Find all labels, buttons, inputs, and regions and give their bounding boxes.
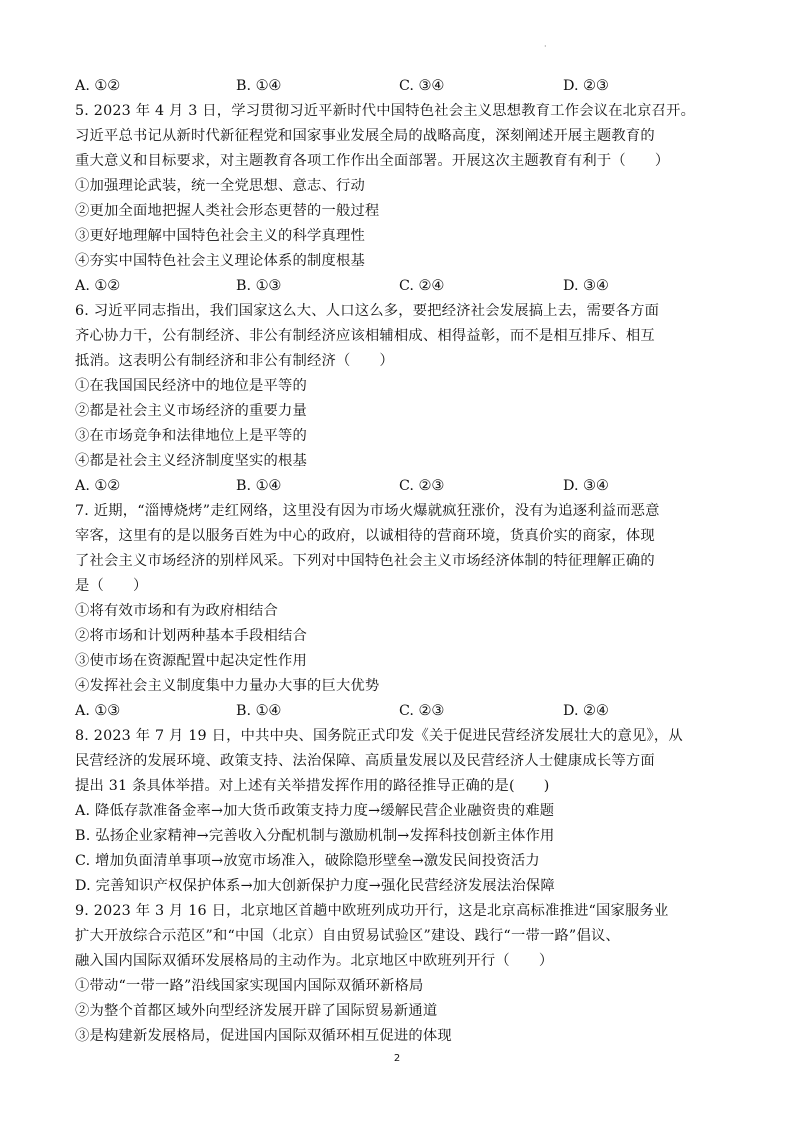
- option-c: C. ②③: [399, 478, 445, 494]
- statement-4: ④夯实中国特色社会主义理论体系的制度根基: [75, 253, 365, 269]
- statement-1: ①将有效市场和有为政府相结合: [75, 603, 278, 619]
- option-d: D. ③④: [563, 278, 609, 294]
- question-stem: 是（ ）: [75, 578, 148, 594]
- statement-3: ③使市场在资源配置中起决定性作用: [75, 653, 307, 669]
- question-stem: 了社会主义市场经济的别样风采。下列对中国特色社会主义市场经济体制的特征理解正确的: [75, 553, 655, 569]
- option-a: A. 降低存款准备金率→加大货币政策支持力度→缓解民营企业融资贵的难题: [75, 803, 555, 819]
- question-stem: 9. 2023 年 3 月 16 日，北京地区首趟中欧班列成功开行，这是北京高标准推进“国家服务业: [75, 903, 669, 919]
- option-d: D. 完善知识产权保护体系→加大创新保护力度→强化民营经济发展法治保障: [75, 878, 555, 894]
- statement-2: ②将市场和计划两种基本手段相结合: [75, 628, 307, 644]
- question-9: [75, 899, 725, 1049]
- statement-1: ①带动“一带一路”沿线国家实现国内国际双循环新格局: [75, 978, 424, 994]
- statement-3: ③在市场竞争和法律地位上是平等的: [75, 428, 307, 444]
- question-stem: 扩大开放综合示范区”和“中国（北京）自由贸易试验区”建设、践行“一带一路”倡议、: [75, 928, 620, 944]
- q4-options: [75, 74, 725, 99]
- question-stem: 5. 2023 年 4 月 3 日，学习贯彻习近平新时代中国特色社会主义思想教育工作会议在北京召开。: [75, 103, 696, 119]
- option-d: D. ③④: [563, 478, 609, 494]
- option-c: C. ②③: [399, 703, 445, 719]
- statement-1: ①在我国国民经济中的地位是平等的: [75, 378, 307, 394]
- option-b: B. ①④: [236, 703, 282, 719]
- q5-options: [75, 274, 725, 299]
- question-stem: 6. 习近平同志指出，我们国家这么大、人口这么多，要把经济社会发展搞上去，需要各方面: [75, 303, 660, 319]
- question-stem: 融入国内国际双循环发展格局的主动作为。北京地区中欧班列开行（ ）: [75, 953, 554, 969]
- question-stem: 8. 2023 年 7 月 19 日，中共中央、国务院正式印发《关于促进民营经济发展壮大的意见》，从: [75, 728, 683, 744]
- statement-3: ③是构建新发展格局，促进国内国际双循环相互促进的体现: [75, 1028, 452, 1044]
- option-a: A. ①②: [75, 78, 121, 94]
- question-5: [75, 99, 725, 299]
- statement-2: ②都是社会主义市场经济的重要力量: [75, 403, 307, 419]
- question-stem: 民营经济的发展环境、政策支持、法治保障、高质量发展以及民营经济人士健康成长等方面: [75, 753, 655, 769]
- option-a: A. ①③: [75, 703, 121, 719]
- question-stem: 齐心协力干，公有制经济、非公有制经济应该相辅相成、相得益彰，而不是相互排斥、相互: [75, 328, 655, 344]
- question-stem: 提出 31 条具体举措。对上述有关举措发挥作用的路径推导正确的是( ): [75, 778, 550, 794]
- statement-2: ②为整个首都区域外向型经济发展开辟了国际贸易新通道: [75, 1003, 438, 1019]
- option-b: B. ①③: [236, 278, 282, 294]
- question-stem: 习近平总书记从新时代新征程党和国家事业发展全局的战略高度，深刻阐述开展主题教育的: [75, 128, 655, 144]
- option-b: B. ①④: [236, 478, 282, 494]
- header-mark: ·: [544, 42, 547, 51]
- option-a: A. ①②: [75, 478, 121, 494]
- page-content: [75, 74, 725, 1049]
- option-a: A. ①②: [75, 278, 121, 294]
- statement-3: ③更好地理解中国特色社会主义的科学真理性: [75, 228, 365, 244]
- statement-1: ①加强理论武装，统一全党思想、意志、行动: [75, 178, 365, 194]
- page-number: 2: [393, 1053, 401, 1064]
- question-stem: 重大意义和目标要求，对主题教育各项工作作出全面部署。开展这次主题教育有利于（ ）: [75, 153, 670, 169]
- question-stem: 宰客，这里有的是以服务百姓为中心的政府，以诚相待的营商环境，货真价实的商家，体现: [75, 528, 655, 544]
- option-c: C. 增加负面清单事项→放宽市场准入，破除隐形壁垒→激发民间投资活力: [75, 853, 540, 869]
- question-stem: 7. 近期，“淄博烧烤”走红网络，这里没有因为市场火爆就疯狂涨价，没有为追逐利益而恶意: [75, 503, 660, 519]
- question-7: [75, 499, 725, 724]
- q7-options: [75, 699, 725, 724]
- question-6: [75, 299, 725, 499]
- question-stem: 抵消。这表明公有制经济和非公有制经济（ ）: [75, 353, 394, 369]
- option-c: C. ②④: [399, 278, 445, 294]
- option-b: B. ①④: [236, 78, 282, 94]
- statement-4: ④发挥社会主义制度集中力量办大事的巨大优势: [75, 678, 380, 694]
- option-d: D. ②④: [563, 703, 609, 719]
- option-c: C. ③④: [399, 78, 445, 94]
- statement-2: ②更加全面地把握人类社会形态更替的一般过程: [75, 203, 380, 219]
- option-b: B. 弘扬企业家精神→完善收入分配机制与激励机制→发挥科技创新主体作用: [75, 828, 555, 844]
- statement-4: ④都是社会主义经济制度坚实的根基: [75, 453, 307, 469]
- option-d: D. ②③: [563, 78, 609, 94]
- question-8: [75, 724, 725, 899]
- q6-options: [75, 474, 725, 499]
